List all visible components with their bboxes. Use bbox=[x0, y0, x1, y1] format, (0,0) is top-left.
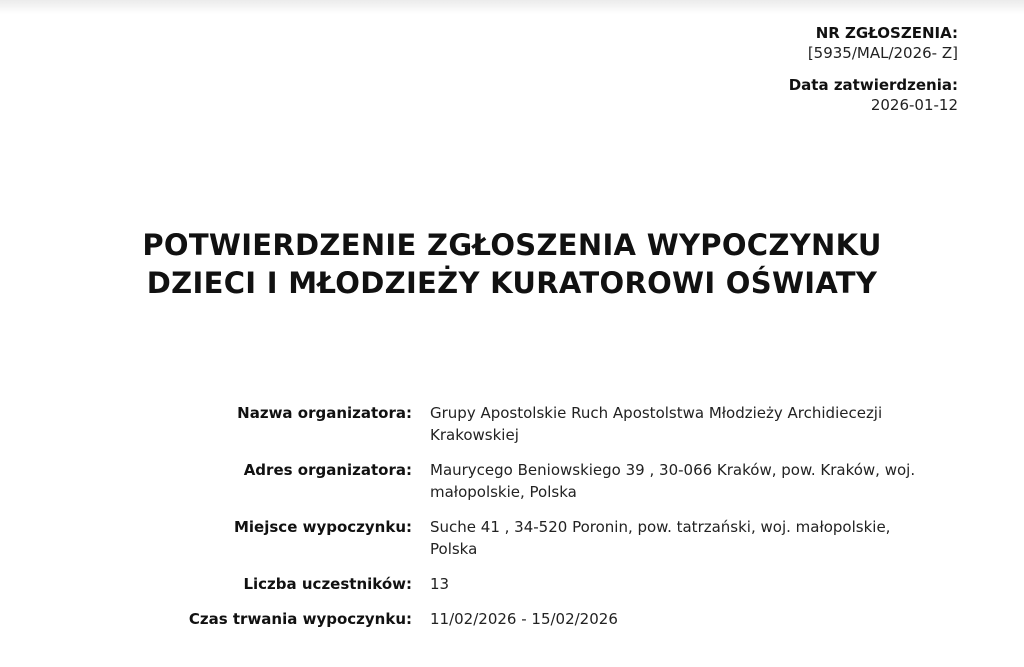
document-title-line-1: POTWIERDZENIE ZGŁOSZENIA WYPOCZYNKU bbox=[142, 228, 882, 262]
organizer-name-label: Nazwa organizatora: bbox=[237, 404, 412, 422]
top-shadow bbox=[0, 0, 1024, 14]
document-title bbox=[0, 226, 1024, 302]
approval-date-block bbox=[558, 75, 958, 115]
organizer-address-label: Adres organizatora: bbox=[243, 461, 412, 479]
location-value: Suche 41 , 34-520 Poronin, pow. tatrzański, woj. małopolskie, Polska bbox=[430, 518, 891, 558]
document-meta bbox=[558, 23, 958, 115]
duration-value: 11/02/2026 - 15/02/2026 bbox=[430, 610, 618, 628]
location-row bbox=[150, 516, 950, 560]
participants-value: 13 bbox=[430, 575, 450, 593]
participants-label: Liczba uczestników: bbox=[243, 575, 412, 593]
location-label: Miejsce wypoczynku: bbox=[233, 518, 412, 536]
duration-label: Czas trwania wypoczynku: bbox=[188, 610, 412, 628]
application-number-block bbox=[558, 23, 958, 63]
organizer-name-value: Grupy Apostolskie Ruch Apostolstwa Młodzieży Archidiecezji Krakowskiej bbox=[430, 404, 883, 444]
participants-row bbox=[150, 573, 950, 595]
application-number-label: NR ZGŁOSZENIA: bbox=[815, 24, 958, 42]
application-number-value: [5935/MAL/2026- Z] bbox=[807, 44, 958, 62]
approval-date-label: Data zatwierdzenia: bbox=[788, 76, 958, 94]
duration-row bbox=[150, 608, 950, 630]
document-title-line-2: DZIECI I MŁODZIEŻY KURATOROWI OŚWIATY bbox=[146, 266, 878, 300]
details-section bbox=[150, 402, 950, 643]
organizer-name-row bbox=[150, 402, 950, 446]
organizer-address-value: Maurycego Beniowskiego 39 , 30-066 Kraków, pow. Kraków, woj. małopolskie, Polska bbox=[430, 461, 916, 501]
organizer-address-row bbox=[150, 459, 950, 503]
approval-date-value: 2026-01-12 bbox=[870, 96, 958, 114]
